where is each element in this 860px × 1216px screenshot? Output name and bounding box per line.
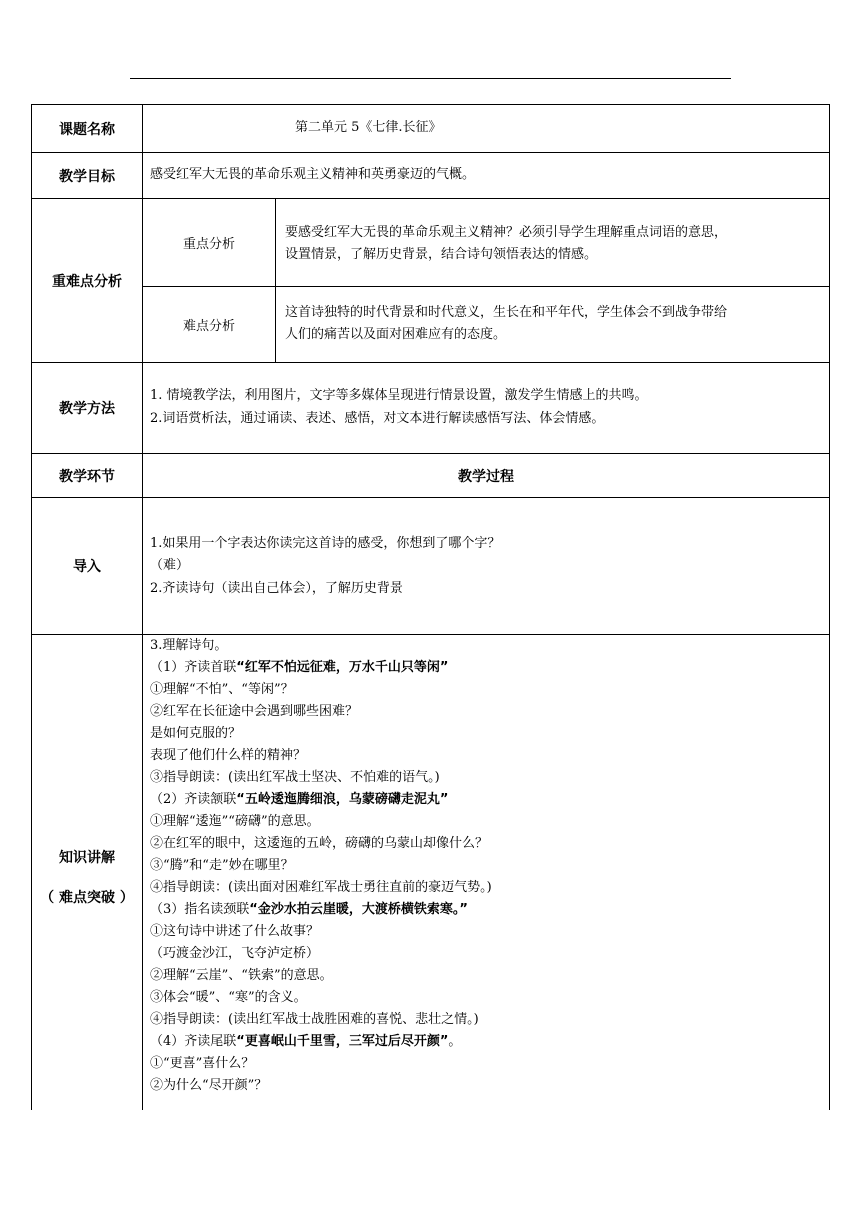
knowledge-line — [150, 965, 826, 987]
knowledge-line-text: （1）齐读首联 — [150, 660, 237, 675]
knowledge-line — [150, 877, 826, 899]
intro-line-1: 1.如果用一个字表达你读完这首诗的感受，你想到了哪个字？ — [150, 536, 501, 551]
intro-line-2: （难） — [150, 558, 190, 573]
row-divider — [31, 152, 830, 153]
row-divider — [31, 497, 830, 498]
knowledge-line — [150, 657, 826, 679]
row-divider — [31, 362, 830, 363]
knowledge-line-text: ①理解“逶迤”“磅礴”的意思。 — [150, 814, 320, 829]
knowledge-line — [150, 1009, 826, 1031]
topic-value: 第二单元 5《七律.长征》 — [295, 120, 442, 135]
knowledge-line — [150, 943, 826, 965]
knowledge-subtitle: （ 难点突破 ） — [40, 889, 134, 906]
difficult-analysis-label: 难点分析 — [182, 319, 235, 334]
goal-label: 教学目标 — [59, 168, 115, 185]
knowledge-line-text: ③“腾”和“走”妙在哪里？ — [150, 858, 294, 873]
knowledge-line-text: （3）指名读颈联 — [150, 902, 250, 917]
knowledge-line — [150, 635, 826, 657]
analysis-label: 重难点分析 — [52, 273, 122, 290]
knowledge-line-text: ②为什么“尽开颜”？ — [150, 1078, 268, 1093]
goal-value: 感受红军大无畏的革命乐观主义精神和英勇豪迈的气概。 — [150, 167, 476, 182]
knowledge-line-text: ④指导朗读：(读出面对困难红军战士勇往直前的豪迈气势。) — [150, 880, 492, 895]
knowledge-line — [150, 679, 826, 701]
key-analysis-line-2: 设置情景，了解历史背景，结合诗句领悟表达的情感。 — [285, 247, 598, 262]
knowledge-line — [150, 811, 826, 833]
sub-column-divider — [275, 198, 276, 362]
knowledge-line-text: ③指导朗读：(读出红军战士坚决、不怕难的语气。) — [150, 770, 440, 785]
knowledge-line-text: （2）齐读颔联 — [150, 792, 237, 807]
knowledge-line — [150, 855, 826, 877]
stage-label: 教学环节 — [59, 468, 115, 485]
knowledge-line-text: ③体会“暖”、“寒”的含义。 — [150, 990, 307, 1005]
knowledge-line-text: （巧渡金沙江，飞夺泸定桥） — [150, 946, 320, 961]
knowledge-content — [150, 635, 826, 1097]
knowledge-line — [150, 1053, 826, 1075]
knowledge-line — [150, 1031, 826, 1053]
difficult-analysis-line-1: 这首诗独特的时代背景和时代意义，生长在和平年代，学生体会不到战争带给 — [285, 305, 728, 320]
knowledge-line — [150, 723, 826, 745]
table-border-right — [829, 104, 830, 1110]
key-analysis-line-1: 要感受红军大无畏的革命乐观主义精神？必须引导学生理解重点词语的意思， — [285, 225, 728, 240]
knowledge-line-text: ①“更喜”喜什么？ — [150, 1056, 255, 1071]
poem-quote: “金沙水拍云崖暖，大渡桥横铁索寒。” — [249, 902, 468, 917]
knowledge-line — [150, 745, 826, 767]
method-line-1: 1. 情境教学法，利用图片，文字等多媒体呈现进行情景设置，激发学生情感上的共鸣。 — [150, 388, 648, 403]
poem-quote: “更喜岷山千里雪，三军过后尽开颜” — [236, 1034, 449, 1049]
knowledge-line-text: ①理解“不怕”、“等闲”？ — [150, 682, 294, 697]
knowledge-line — [150, 789, 826, 811]
method-line-2: 2.词语赏析法，通过诵读、表述、感悟，对文本进行解读感悟写法、体会情感。 — [150, 411, 605, 426]
poem-quote: “五岭逶迤腾细浪，乌蒙磅礴走泥丸” — [236, 792, 449, 807]
knowledge-line — [150, 921, 826, 943]
knowledge-line-text: 是如何克服的？ — [150, 726, 242, 741]
knowledge-title: 知识讲解 — [59, 849, 115, 866]
knowledge-line — [150, 833, 826, 855]
knowledge-line-suffix: 。 — [448, 1034, 462, 1049]
poem-quote: “红军不怕远征难，万水千山只等闲” — [236, 660, 449, 675]
method-label: 教学方法 — [59, 401, 115, 417]
knowledge-line-text: ②在红军的眼中，这逶迤的五岭，磅礴的乌蒙山却像什么？ — [150, 836, 489, 851]
knowledge-line — [150, 987, 826, 1009]
knowledge-line-text: 3.理解诗句。 — [150, 638, 228, 653]
knowledge-line-text: 表现了他们什么样的精神？ — [150, 748, 307, 763]
knowledge-line-text: （4）齐读尾联 — [150, 1034, 237, 1049]
knowledge-line — [150, 1075, 826, 1097]
knowledge-line — [150, 701, 826, 723]
topic-label: 课题名称 — [59, 121, 115, 138]
knowledge-line-text: ②理解“云崖”、“铁索”的意思。 — [150, 968, 333, 983]
table-border-top — [31, 104, 830, 105]
knowledge-line-text: ②红军在长征途中会遇到哪些困难？ — [150, 704, 359, 719]
key-analysis-label: 重点分析 — [182, 237, 235, 252]
knowledge-line-text: ④指导朗读：(读出红军战士战胜困难的喜悦、悲壮之情。) — [150, 1012, 479, 1027]
knowledge-label — [32, 635, 142, 1110]
difficult-analysis-line-2: 人们的痛苦以及面对困难应有的态度。 — [285, 327, 507, 342]
intro-line-3: 2.齐读诗句（读出自己体会），了解历史背景 — [150, 581, 403, 596]
knowledge-line — [150, 767, 826, 789]
knowledge-line — [150, 899, 826, 921]
process-header: 教学过程 — [458, 468, 514, 485]
knowledge-line-text: ①这句诗中讲述了什么故事？ — [150, 924, 320, 939]
header-rule — [130, 78, 731, 79]
intro-label: 导入 — [73, 559, 101, 575]
